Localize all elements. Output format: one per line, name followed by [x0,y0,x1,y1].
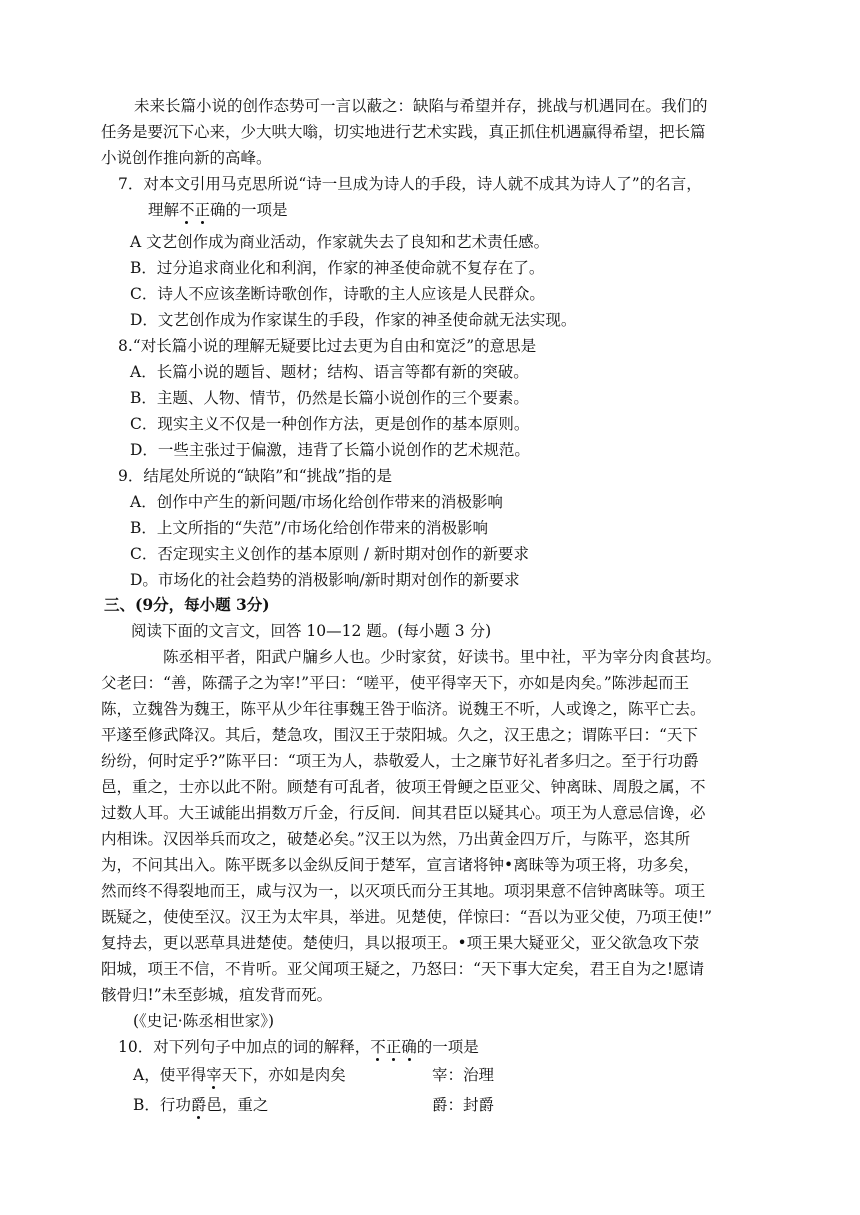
section-heading: 三、(9分，每小题 3分) [104,595,270,614]
emphasis-dot-char: 宰 [206,1066,222,1084]
option-d: D．文艺创作成为作家谋生的手段，作家的神圣使命就无法实现。 [130,311,577,329]
classical-passage-line: 陈丞相平者，阳武户牖乡人也。少时家贫，好读书。里中社，平为宰分肉食甚均。 [163,648,722,666]
option-a [133,1065,346,1085]
classical-passage-line: 内相诛。汉因举兵而攻之，破楚必矣。”汉王以为然，乃出黄金四万斤，与陈平，恣其所 [101,830,691,848]
classical-passage-line: 陈，立魏咎为魏王，陈平从少年往事魏王咎于临济。说魏王不听，人或谗之，陈平亡去。 [101,700,706,718]
stem-text: 理解 [148,201,180,219]
passage-line: 小说创作推向新的高峰。 [101,149,272,167]
classical-passage-line: 为，不问其出入。陈平既多以金纵反间于楚军，宣言诸将钟•离昧等为项王将，功多矣， [101,856,700,874]
classical-passage-line: 邑，重之，士亦以此不附。顾楚有可乱者，彼项王骨鲠之臣亚父、钟离昧、周殷之属，不 [101,778,706,796]
emphasis-dot-char: 正 [194,201,211,219]
option-b [133,1095,268,1115]
question-9-stem: 9．结尾处所说的“缺陷”和“挑战”指的是 [118,467,393,485]
classical-passage-line: 复持去，更以恶草具进楚使。楚使归，具以报项王。•项王果大疑亚父，亚父欲急攻下荥 [101,934,700,952]
option-a-gloss: 宰：治理 [432,1066,495,1084]
passage-source: (《史记·陈丞相世家》) [133,1012,275,1030]
option-c: C．诗人不应该垄断诗歌创作，诗歌的主人应该是人民群众。 [130,285,545,303]
emphasis-dot-char: 正 [385,1038,402,1056]
option-text: A，使平得 [133,1066,207,1084]
classical-passage-line: 纷纷，何时定乎?”陈平曰：“项王为人，恭敬爱人，士之廉节好礼者多归之。至于行功爵 [101,752,699,770]
stem-text: 10．对下列句子中加点的词的解释， [118,1038,371,1056]
stem-text: 确的一项是 [210,201,288,219]
question-7-stem: 7．对本文引用马克思所说“诗一旦成为诗人的手段，诗人就不成其为诗人了”的名言， [118,175,702,193]
option-b: B．上文所指的“失范”/市场化给创作带来的消极影响 [130,519,488,537]
option-a: A 文艺创作成为商业活动，作家就失去了良知和艺术责任感。 [130,233,550,251]
option-c: C．否定现实主义创作的基本原则 / 新时期对创作的新要求 [130,545,529,563]
classical-passage-line: 平遂至修武降汉。其后，楚急攻，围汉王于荥阳城。久之，汉王患之；谓陈平曰：“天下 [101,726,698,744]
emphasis-dot-char: 不 [179,201,195,219]
classical-passage-line: 过数人耳。大王诚能出捐数万斤金，行反间．间其君臣以疑其心。项王为人意忌信谗，必 [101,804,706,822]
section-instruction: 阅读下面的文言文，回答 10—12 题。(每小题 3 分) [131,622,492,640]
classical-passage-line: 既疑之，使使至汉。汉王为太牢具，举进。见楚使，佯惊曰：“吾以为亚父使，乃项王使!” [101,908,713,926]
option-text: 邑，重之 [206,1096,269,1114]
classical-passage-line: 阳城，项王不信，不肯听。亚父闻项王疑之，乃怒曰：“天下事大定矣，君王自为之!愿请 [101,960,705,978]
passage-line: 未来长篇小说的创作态势可一言以蔽之：缺陷与希望并存，挑战与机遇同在。我们的 [134,97,708,115]
classical-passage-line: 父老曰：“善，陈孺子之为宰!”平曰：“嗟平，使平得宰天下，亦如是肉矣。”陈涉起而王 [101,674,690,692]
emphasis-dot-char: 确 [401,1038,417,1056]
option-d: D。市场化的社会趋势的消极影响/新时期对创作的新要求 [130,571,520,589]
option-b-gloss: 爵：封爵 [432,1096,495,1114]
question-8-stem: 8.“对长篇小说的理解无疑要比过去更为自由和宽泛”的意思是 [118,337,537,355]
question-10-stem [118,1037,479,1057]
option-text: 天下，亦如是肉矣 [221,1066,346,1084]
passage-line: 任务是要沉下心来，少大哄大嗡，切实地进行艺术实践，真正抓住机遇赢得希望，把长篇 [101,123,706,141]
classical-passage-line: 骸骨归!”未至彭城，疽发背而死。 [101,986,333,1004]
option-b: B．过分追求商业化和利润，作家的神圣使命就不复存在了。 [130,259,545,277]
question-7-stem-cont [148,200,288,220]
option-a: A．长篇小说的题旨、题材；结构、语言等都有新的突破。 [130,363,529,381]
option-d: D．一些主张过于偏激，违背了长篇小说创作的艺术规范。 [130,441,530,459]
option-c: C．现实主义不仅是一种创作方法，更是创作的基本原则。 [130,415,530,433]
emphasis-dot-char: 爵 [190,1096,207,1114]
classical-passage-line: 然而终不得裂地而王，咸与汉为一，以灭项氏而分王其地。项羽果意不信钟离昧等。项王 [101,882,706,900]
option-text: B．行功 [133,1096,191,1114]
emphasis-dot-char: 不 [370,1038,386,1056]
option-a: A．创作中产生的新问题/市场化给创作带来的消极影响 [130,493,503,511]
option-b: B．主题、人物、情节，仍然是长篇小说创作的三个要素。 [130,389,529,407]
stem-text: 的一项是 [416,1038,479,1056]
